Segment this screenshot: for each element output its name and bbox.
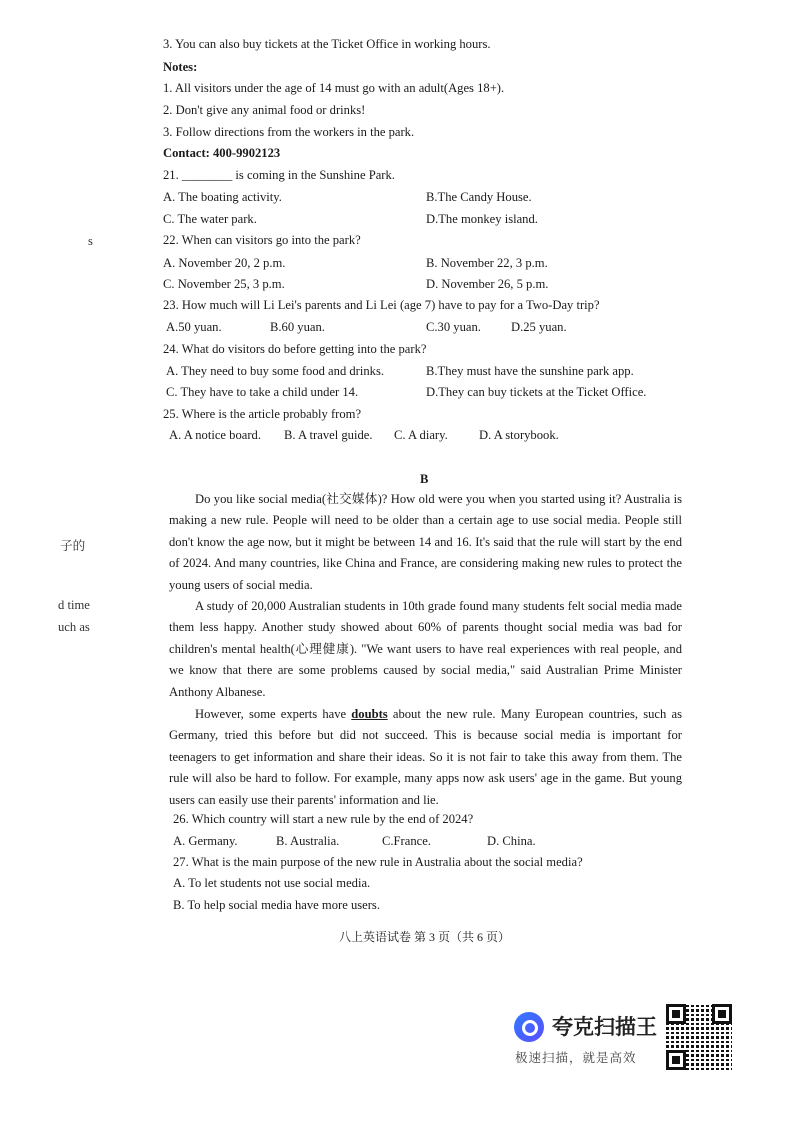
question-24-stem: 24. What do visitors do before getting into the park? <box>163 342 427 356</box>
ticket-office-line: 3. You can also buy tickets at the Ticket Office in working hours. <box>163 37 491 51</box>
contact-line: Contact: 400-9902123 <box>163 146 281 160</box>
q27-option-b: B. To help social media have more users. <box>173 898 380 912</box>
q21-option-d: D.The monkey island. <box>426 212 538 226</box>
q23-option-b: B.60 yuan. <box>270 320 325 334</box>
passage-b-paragraph-1: Do you like social media(社交媒体)? How old were you when you started using it? Australia is making a new rule. People will need to be older than a certain age to use social media. People still don't know the age now, but it might be between 14 and 16. It's said that the rule will start by the end of 2024. And many countries, like China and France, are considering making new rules to protect the young users of social media. <box>169 492 682 592</box>
q22-option-d: D. November 26, 5 p.m. <box>426 277 549 291</box>
margin-fragment-s: s <box>88 234 93 248</box>
q25-option-a: A. A notice board. <box>169 428 261 442</box>
scanner-slogan: 极速扫描，就是高效 <box>515 1050 637 1065</box>
margin-fragment-zi: 子的 <box>60 539 86 553</box>
vocab-word-doubts: doubts <box>351 707 388 721</box>
q23-option-d: D.25 yuan. <box>511 320 567 334</box>
qr-finder-pattern <box>666 1004 686 1024</box>
q26-option-a: A. Germany. <box>173 834 238 848</box>
q25-option-b: B. A travel guide. <box>284 428 373 442</box>
paragraph-3-rest: about the new rule. Many European countries, such as Germany, tried this before but did not succeed. This is because social media is important for teenagers to get information and share their ideas. So it is not fair to take this away from them. The rule will also be hard to follow. For example, many apps now ask users' age in the game. But young users can easily use their parents' information and lie. <box>169 707 682 807</box>
margin-fragment-time: d time <box>58 598 90 612</box>
q25-option-c: C. A diary. <box>394 428 448 442</box>
q24-option-b: B.They must have the sunshine park app. <box>426 364 634 378</box>
scanner-app-name: 夸克扫描王 <box>552 1015 657 1039</box>
q23-option-a: A.50 yuan. <box>166 320 222 334</box>
q25-option-d: D. A storybook. <box>479 428 559 442</box>
q21-option-a: A. The boating activity. <box>163 190 282 204</box>
question-27-stem: 27. What is the main purpose of the new rule in Australia about the social media? <box>173 855 583 869</box>
question-23-stem: 23. How much will Li Lei's parents and Li Lei (age 7) have to pay for a Two-Day trip? <box>163 298 600 312</box>
passage-b-paragraph-2: A study of 20,000 Australian students in 10th grade found many students felt social media made them less happy. Another study showed about 60% of parents thought social media was bad for children's mental health(心理健康). "We want users to have real experiences with real people, and we know that there are some problems caused by social media," said Australian Prime Minister Anthony Albanese. <box>169 599 682 699</box>
q22-option-a: A. November 20, 2 p.m. <box>163 256 286 270</box>
note-3: 3. Follow directions from the workers in the park. <box>163 125 415 139</box>
q22-option-c: C. November 25, 3 p.m. <box>163 277 285 291</box>
qr-finder-pattern <box>712 1004 732 1024</box>
qr-finder-pattern <box>666 1050 686 1070</box>
q26-option-b: B. Australia. <box>276 834 340 848</box>
scanner-logo-icon <box>514 1012 544 1042</box>
q26-option-c: C.France. <box>382 834 431 848</box>
q21-option-c: C. The water park. <box>163 212 257 226</box>
passage-b-paragraph-3 <box>169 704 682 812</box>
notes-title: Notes: <box>163 60 198 74</box>
section-b-title: B <box>420 472 429 486</box>
q22-option-b: B. November 22, 3 p.m. <box>426 256 548 270</box>
q26-option-d: D. China. <box>487 834 536 848</box>
q24-option-c: C. They have to take a child under 14. <box>166 385 359 399</box>
q21-option-b: B.The Candy House. <box>426 190 532 204</box>
q24-option-a: A. They need to buy some food and drinks. <box>166 364 385 378</box>
qr-code-icon <box>666 1004 732 1070</box>
note-1: 1. All visitors under the age of 14 must go with an adult(Ages 18+). <box>163 81 505 95</box>
note-2: 2. Don't give any animal food or drinks! <box>163 103 366 117</box>
page-footer: 八上英语试卷 第 3 页（共 6 页） <box>339 930 511 944</box>
paragraph-3-intro: However, some experts have <box>195 707 352 721</box>
q24-option-d: D.They can buy tickets at the Ticket Office. <box>426 385 647 399</box>
q27-option-a: A. To let students not use social media. <box>173 876 371 890</box>
q23-option-c: C.30 yuan. <box>426 320 481 334</box>
question-26-stem: 26. Which country will start a new rule by the end of 2024? <box>173 812 474 826</box>
question-21-stem: 21. ________ is coming in the Sunshine Park. <box>163 168 395 182</box>
margin-fragment-such: uch as <box>58 620 90 634</box>
question-22-stem: 22. When can visitors go into the park? <box>163 233 361 247</box>
question-25-stem: 25. Where is the article probably from? <box>163 407 362 421</box>
